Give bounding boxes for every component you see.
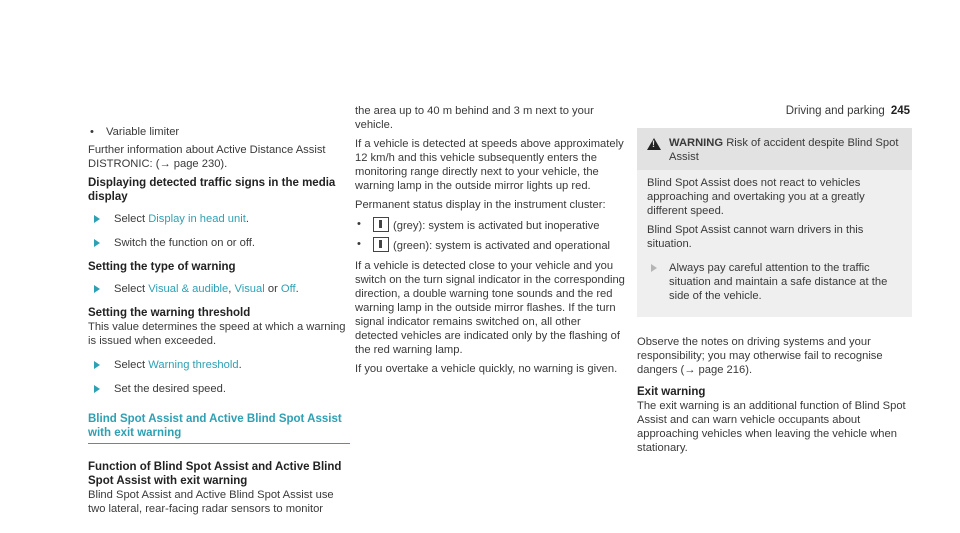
list-item: [355, 217, 625, 233]
heading-display-signs: Displaying detected traffic signs in the media display: [88, 177, 336, 203]
function-desc: Blind Spot Assist and Active Blind Spot Assist use two lateral, rear-facing radar sensors to monitor: [88, 489, 334, 515]
exit-desc: The exit warning is an additional function of Blind Spot Assist and can warn vehicle occupants about approaching vehicles when leaving the vehicle when stationary.: [637, 400, 906, 454]
page-number: 245: [890, 105, 910, 117]
action-step: [647, 261, 902, 303]
warning-body: [637, 170, 912, 317]
bullet-text: (grey): system is activated but inoperative: [393, 220, 600, 232]
action-step: Select Display in head unit.: [88, 212, 350, 226]
bullet-text: Variable limiter: [106, 126, 180, 138]
list-item: [88, 125, 350, 139]
warning-header: [637, 128, 912, 170]
step-text: Set the desired speed.: [114, 383, 226, 395]
section-heading-blind-spot: Blind Spot Assist and Active Blind Spot Assist with exit warning: [88, 412, 350, 444]
column-middle: [355, 104, 625, 381]
paragraph: If a vehicle is detected at speeds above approximately 12 km/h and this vehicle subsequently enters the monitoring range directly next to your vehicle, the warning lamp in the outside mirror lights up red.: [355, 138, 624, 192]
arrow-icon: [94, 285, 100, 293]
warning-title: [647, 136, 902, 164]
visual-option[interactable]: Visual: [234, 283, 265, 295]
heading-exit-warning: Exit warning: [637, 386, 706, 398]
paragraph: the area up to 40 m behind and 3 m next to your vehicle.: [355, 105, 594, 131]
blind-spot-green-icon: [373, 237, 389, 252]
section-title: Driving and parking: [785, 105, 885, 117]
threshold-desc: This value determines the speed at which a warning is issued when exceeded.: [88, 321, 346, 347]
or-text: or: [267, 283, 278, 295]
warning-text: Blind Spot Assist does not react to vehicles approaching and overtaking you at a greatly different speed.: [647, 177, 865, 217]
action-step: [88, 382, 350, 396]
step-text: Select: [114, 359, 146, 371]
arrow-icon: [651, 264, 657, 272]
step-text: Always pay careful attention to the traffic situation and maintain a safe distance at the side of the vehicle.: [669, 262, 888, 302]
arrow-icon: [94, 385, 100, 393]
warning-threshold-link[interactable]: Warning threshold: [148, 359, 239, 371]
column-right: [637, 128, 912, 460]
off-option[interactable]: Off: [280, 283, 296, 295]
warning-label: WARNING: [669, 137, 724, 149]
warning-box: [637, 128, 912, 317]
paragraph: Permanent status display in the instrument cluster:: [355, 199, 606, 211]
action-step: Select Visual & audible, Visual or Off.: [88, 282, 350, 296]
step-text: Select: [114, 283, 146, 295]
action-step: [88, 236, 350, 250]
heading-function: Function of Blind Spot Assist and Active Blind Spot Assist with exit warning: [88, 461, 342, 487]
paragraph: Observe the notes on driving systems and your responsibility; you may otherwise fail to recognise dangers (→ page 216).: [637, 336, 883, 376]
warning-text: Blind Spot Assist cannot warn drivers in this situation.: [647, 224, 864, 250]
visual-audible-option[interactable]: Visual & audible: [148, 283, 229, 295]
further-info: Further information about Active Distance Assist DISTRONIC: (→ page 230).: [88, 144, 326, 170]
heading-threshold: Setting the warning threshold: [88, 307, 251, 319]
heading-type-warning: Setting the type of warning: [88, 261, 236, 273]
step-text: Switch the function on or off.: [114, 237, 255, 249]
arrow-icon: [94, 239, 100, 247]
bullet-text: (green): system is activated and operational: [393, 240, 611, 252]
arrow-icon: [94, 215, 100, 223]
warning-icon: [647, 138, 661, 150]
arrow-icon: [94, 361, 100, 369]
step-text: Select: [114, 213, 146, 225]
page-header: [786, 104, 910, 118]
list-item: [355, 237, 625, 253]
display-in-head-unit-link[interactable]: Display in head unit: [148, 213, 246, 225]
warning-title-text: Risk of accident despite Blind Spot Assist: [669, 137, 899, 163]
blind-spot-grey-icon: [373, 217, 389, 232]
paragraph: If a vehicle is detected close to your vehicle and you switch on the turn signal indicator in the corresponding direction, a double warning tone sounds and the red warning lamp in the outside mirror flashes. If the turn signal indicator remains switched on, all other detected vehicles are indicated only by the flashing of the red warning lamp.: [355, 260, 625, 356]
action-step: Select Warning threshold.: [88, 358, 350, 372]
paragraph: If you overtake a vehicle quickly, no warning is given.: [355, 363, 618, 375]
column-left: [88, 125, 350, 521]
